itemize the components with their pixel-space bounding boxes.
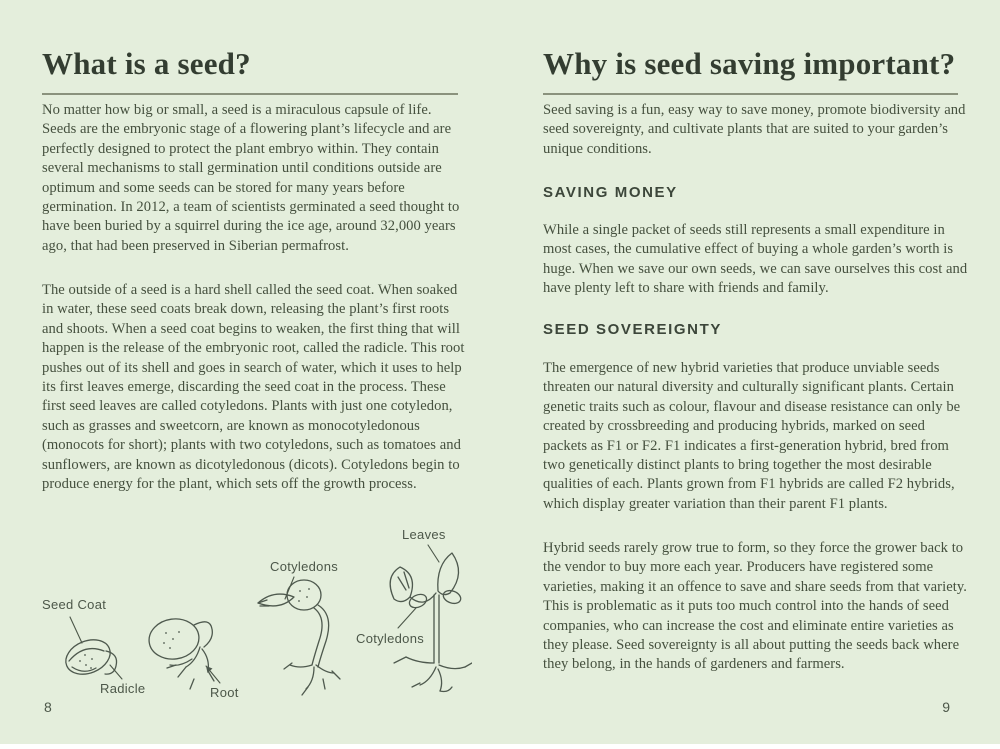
- saving-money-subheading: SAVING MONEY: [543, 184, 678, 201]
- seed-stage-3-illustration: [258, 580, 340, 695]
- seed-stage-4-illustration: [390, 553, 472, 692]
- left-heading-rule: [42, 93, 458, 95]
- saving-money-paragraph: While a single packet of seeds still represents a small expenditure in most cases, the cumulative effect of buying a whole garden’s worth is huge. When we save our own seeds, we can save ourselves this cost and have plenty left to share with friends and family.: [543, 222, 968, 297]
- radicle-label: Radicle: [100, 681, 146, 696]
- cotyledons-sprout-label: Cotyledons: [270, 559, 339, 574]
- leaves-leader-line: [428, 545, 439, 562]
- seed-stage-1-illustration: [61, 634, 117, 681]
- seed-coat-leader-line: [70, 617, 82, 643]
- seed-sovereignty-paragraph-1: The emergence of new hybrid varieties that produce unviable seeds threaten our natural diversity and culturally significant plants. Certain genetic traits such as colour, flavour and disease resistance can only be created by crossbreeding and producing hybrids, marked on seed packets as F1 or F2. F1 indicates a first-generation hybrid, bred from two genetically distinct plants to bring together the most desirable qualities of each. Plants grown from F1 hybrids are called F2 hybrids, which display greater variation than their parent F1 plants.: [543, 360, 961, 512]
- bottom-margin-strip: [0, 744, 1000, 749]
- germination-diagram: [42, 515, 472, 707]
- right-page-number: 9: [942, 699, 950, 715]
- leaves-label: Leaves: [402, 527, 446, 542]
- right-heading-rule: [543, 93, 958, 95]
- left-page-number: 8: [44, 699, 52, 715]
- left-paragraph-2: The outside of a seed is a hard shell called the seed coat. When soaked in water, these seed coats break down, releasing the plant’s first roots and shoots. When a seed coat begins to weaken, the first thing that will happen is the release of the embryonic root, called the radicle. This root pushes out of its shell and goes in search of water, which it uses to help its first leaves emerge, discarding the seed coat in the process. These first seed leaves are called cotyledons. Plants with just one cotyledon, such as grasses and sweetcorn, are known as monocotyledonous (monocots for short); plants with two cotyledons, such as tomatoes and sunflowers, are known as dicotyledonous (dicots). Cotyledons begin to produce energy for the plant, which sets off the growth process.: [42, 282, 465, 493]
- seed-stage-2-illustration: [146, 616, 214, 689]
- seed-coat-label: Seed Coat: [42, 597, 107, 612]
- seed-sovereignty-subheading: SEED SOVEREIGNTY: [543, 321, 722, 338]
- cotyledons-seedling-leader-line: [398, 608, 416, 628]
- cotyledons-seedling-label: Cotyledons: [356, 631, 425, 646]
- left-paragraph-1: No matter how big or small, a seed is a miraculous capsule of life. Seeds are the embryonic stage of a flowering plant’s lifecycle and are perfectly designed to protect the plant embryo within. They contain several mechanisms to stall germination until conditions outside are optimum and some seeds can be stored for many years before germination. In 2012, a team of scientists germinated a seed thought to have been buried by a squirrel during the ice age, around 32,000 years ago, that had been preserved in Siberian permafrost.: [42, 102, 460, 254]
- left-page-title: What is a seed?: [42, 46, 251, 81]
- root-label: Root: [210, 685, 239, 700]
- right-intro-paragraph: Seed saving is a fun, easy way to save money, promote biodiversity and seed sovereignty, and cultivate plants that are suited to your garden’s unique conditions.: [543, 102, 966, 157]
- seed-sovereignty-paragraph-2: Hybrid seeds rarely grow true to form, so they force the grower back to the vendor to buy more each year. Producers have registered some varieties, making it an offence to save and share seeds from that variety. This is problematic as it puts too much control into the hands of seed companies, who can increase the cost and eliminate entire varieties as they please. Seed sovereignty is all about putting the seeds back where they belong, in the hands of gardeners and farmers.: [543, 540, 967, 673]
- right-page-title: Why is seed saving important?: [543, 46, 956, 81]
